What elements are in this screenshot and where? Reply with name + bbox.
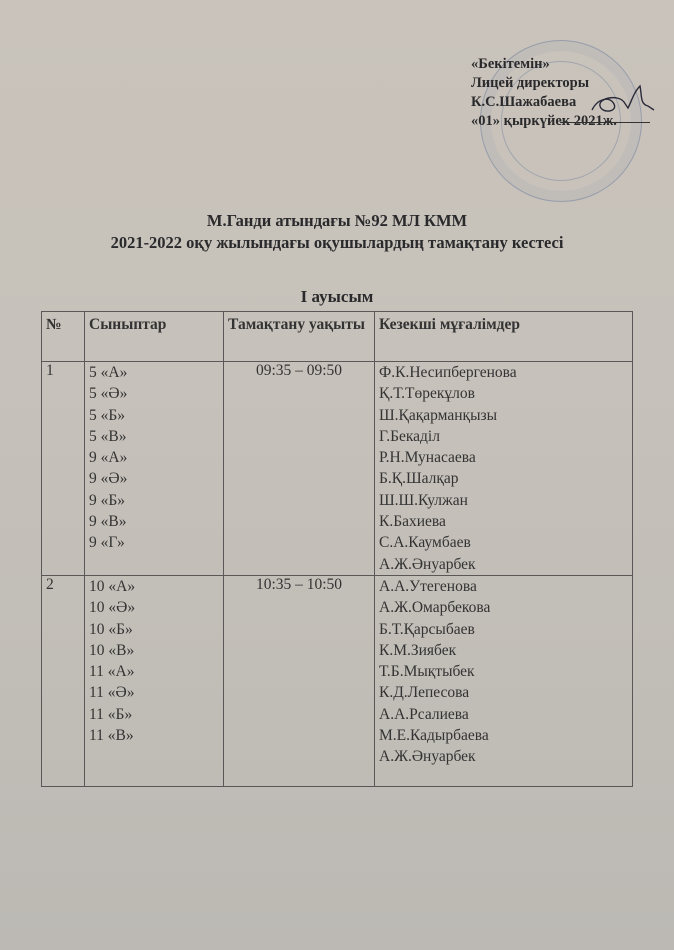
class-item: 5 «Ә» [89, 385, 128, 403]
approval-line: К.С.Шажабаева [471, 94, 577, 110]
teacher-item: К.М.Зиябек [379, 641, 457, 659]
teacher-item: А.А.Утегенова [379, 577, 477, 595]
class-item: 11 «Ә» [89, 684, 135, 702]
teacher-item: А.Ж.Әнуарбек [379, 555, 476, 573]
teachers-cell [375, 575, 633, 786]
classes-cell [85, 575, 224, 786]
teachers-cell [375, 362, 633, 576]
teacher-item: Қ.Т.Төрекұлов [379, 385, 475, 403]
signature-line [560, 122, 650, 123]
approval-line: «01» қыркүйек 2021ж. [471, 113, 617, 129]
column-header-teachers: Кезекші мұғалімдер [375, 312, 633, 362]
meal-schedule-table [41, 311, 633, 787]
table-header-row [42, 312, 633, 362]
class-item: 10 «Б» [89, 620, 133, 638]
table-row [42, 362, 633, 576]
class-item: 9 «Б» [89, 491, 126, 509]
row-number: 2 [42, 575, 85, 786]
class-item: 9 «В» [89, 513, 127, 531]
class-item: 11 «В» [89, 727, 134, 745]
class-item: 10 «В» [89, 641, 135, 659]
class-item: 5 «Б» [89, 406, 126, 424]
approval-line: «Бекітемін» [471, 56, 550, 72]
document-title: М.Ганди атындағы №92 МЛ КММ [206, 211, 468, 230]
document-subtitle: 2021-2022 оқу жылындағы оқушылардың тамақтану кестесі [110, 233, 564, 252]
class-item: 9 «А» [89, 449, 128, 467]
teacher-item: Г.Бекаділ [379, 427, 440, 445]
class-item: 10 «А» [89, 577, 136, 595]
row-number: 1 [42, 362, 85, 576]
class-item: 11 «А» [89, 663, 135, 681]
teacher-item: А.А.Рсалиева [379, 705, 469, 723]
signature-icon [588, 80, 658, 120]
teacher-item: Б.Қ.Шалқар [379, 470, 459, 488]
class-item: 10 «Ә» [89, 599, 136, 617]
teacher-item: А.Ж.Әнуарбек [379, 748, 476, 766]
teacher-item: К.Д.Лепесова [379, 684, 470, 702]
table-row [42, 575, 633, 786]
teacher-item: Ф.К.Несипбергенова [379, 364, 517, 381]
class-item: 9 «Г» [89, 534, 125, 552]
teacher-item: А.Ж.Омарбекова [379, 599, 491, 617]
teacher-item: С.А.Каумбаев [379, 534, 471, 552]
teacher-item: Т.Б.Мықтыбек [379, 663, 475, 681]
column-header-classes: Сыныптар [85, 312, 224, 362]
approval-line: Лицей директоры [471, 75, 590, 91]
meal-time-cell: 09:35 – 09:50 [224, 362, 375, 576]
class-item: 5 «А» [89, 364, 128, 381]
teacher-item: Ш.Қақарманқызы [379, 406, 498, 424]
teacher-item: Р.Н.Мунасаева [379, 449, 476, 467]
class-item: 9 «Ә» [89, 470, 128, 488]
class-item: 5 «В» [89, 427, 127, 445]
meal-time-cell: 10:35 – 10:50 [224, 575, 375, 786]
teacher-item: М.Е.Кадырбаева [379, 727, 489, 745]
shift-heading: І ауысым [300, 287, 374, 306]
class-item: 11 «Б» [89, 705, 133, 723]
teacher-item: Б.Т.Қарсыбаев [379, 620, 475, 638]
column-header-meal-time: Тамақтану уақыты [224, 312, 375, 362]
teacher-item: Ш.Ш.Кулжан [379, 491, 468, 509]
column-header-number: № [42, 312, 85, 362]
classes-cell [85, 362, 224, 576]
teacher-item: К.Бахиева [379, 513, 446, 531]
